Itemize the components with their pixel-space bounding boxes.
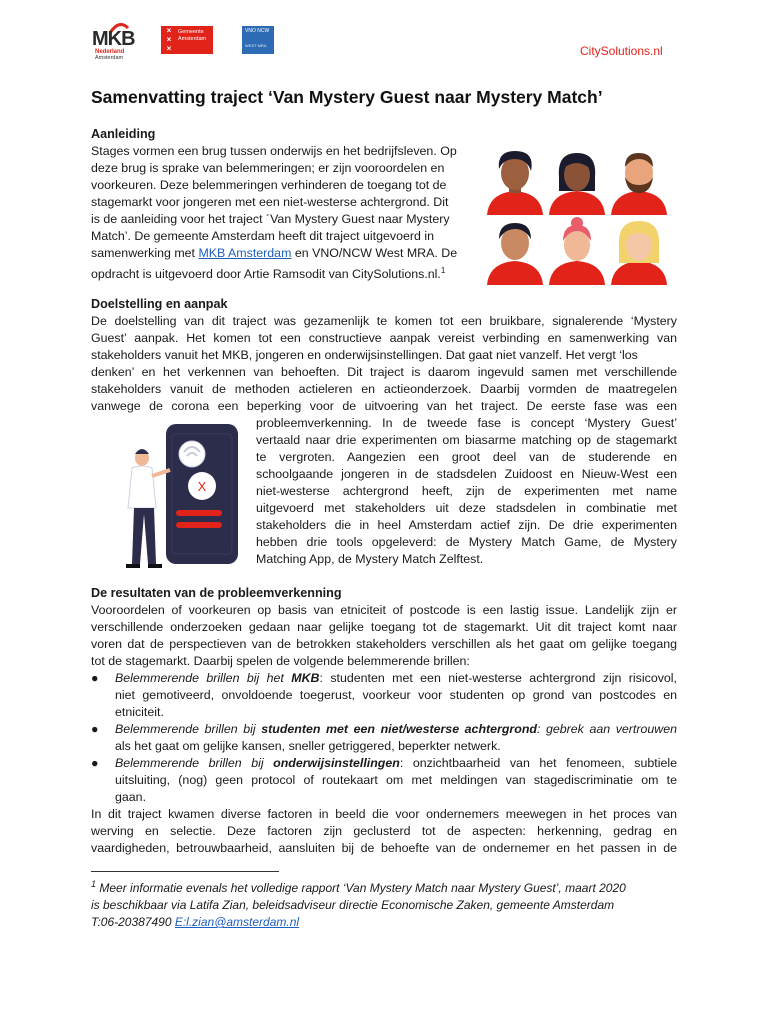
doelstelling-line: vertaald naar drie experimenten om biasarme matching op de stagemarkt [256, 433, 677, 447]
mkb-amsterdam-link[interactable]: MKB Amsterdam [198, 246, 292, 260]
resultaten-line: verschillende onderzoeken gedaan naar gelijke toegang tot de stagemarkt. Uit dit traject komt naar [91, 620, 677, 634]
person-avatar-icon [609, 217, 669, 285]
logo-mkb: MKB Nederland Amsterdam [92, 22, 152, 60]
aanleiding-line: stagemarkt voor jongeren met een niet-westerse achtergrond. Dit [91, 195, 449, 209]
aanleiding-line: voorkeuren. Deze belemmeringen verhinderen de toegang tot de [91, 178, 447, 192]
logo-gemeente-amsterdam: × × × Gemeente Amsterdam [161, 26, 213, 54]
doelstelling-line: stakeholders die in heel Amsterdam actief zijn. De drie experimenten [256, 518, 677, 532]
person-avatar-icon [609, 147, 669, 215]
xxx-crosses-icon: × × × [166, 26, 172, 53]
page-title: Samenvatting traject ‘Van Mystery Guest naar Mystery Match’ [91, 87, 603, 107]
heading-resultaten: De resultaten van de probleemverkenning [91, 586, 342, 600]
resultaten-line: vaardigheden, betrouwbaarheid, aansluiten bij de behoefte van de ondernemer en het passen in de [91, 841, 677, 855]
doelstelling-line: De doelstelling van dit traject was gezamenlijk te komen tot een bruikbare, signalerende ‘Mystery [91, 314, 677, 328]
site-link[interactable]: CitySolutions.nl [580, 44, 663, 58]
list-item: ● Belemmerende brillen bij onderwijsinstellingen: onzichtbaarheid van het fenomeen, subtiele uitsluiting, (nog) geen protocol of routekaart om met meldingen van stagediscriminatie om te gaan. [91, 756, 677, 804]
footnote-mark: 1 [91, 879, 97, 889]
doelstelling-line: niet-westerse achtergrond heeft, zijn de experimenten met name [256, 484, 677, 498]
doelstelling-line: Matching App, de Mystery Match Zelftest. [256, 552, 484, 566]
resultaten-line: voren dat de perspectieven van de betrokken stakeholders verschillen als het gaat om gelijke toegang [91, 637, 677, 651]
doelstelling-line: te vergroten. Aangezien een groot deel van de studerende en [256, 450, 677, 464]
list-item: ● Belemmerende brillen bij studenten met een niet/westerse achtergrond: gebrek aan vertrouwen als het gaat om gelijke kansen, sneller getriggered, beperkter netwerk. [91, 722, 677, 753]
faces-illustration [485, 145, 665, 285]
bullet-icon: ● [91, 722, 99, 736]
doelstelling-line: hebben drie tools opgeleverd: de Mystery Match Game, de Mystery [256, 535, 677, 549]
doelstelling-line: probleemverkenning. In de tweede fase is concept ‘Mystery Guest’ [256, 416, 677, 430]
aanleiding-line: deze brug is sprake van belemmeringen; er zijn vooroordelen en [91, 161, 445, 175]
phone-person-illustration [112, 418, 252, 576]
resultaten-line: tot de stagemarkt. Daarbij spelen de volgende belemmerende brillen: [91, 654, 470, 668]
heading-doelstelling: Doelstelling en aanpak [91, 297, 228, 311]
person-avatar-icon [485, 147, 545, 215]
footnote-divider [91, 871, 279, 872]
heading-aanleiding: Aanleiding [91, 127, 156, 141]
aanleiding-line: Match’. De gemeente Amsterdam heeft dit traject uitgevoerd in [91, 229, 434, 243]
email-link[interactable]: E:l.zian@amsterdam.nl [174, 915, 300, 929]
list-item: ● Belemmerende brillen bij het MKB: studenten met een niet-westerse achtergrond zijn risicovol, niet gemotiveerd, onvoldoende toegerust, voorkeur voor studenten op grond van postcodes en etniciteit. [91, 671, 677, 719]
doelstelling-line: stakeholders vanuit de methoden actieleren en actieonderzoek. Daarbij vormden de maatregelen [91, 382, 677, 396]
person-avatar-icon [547, 147, 607, 215]
doelstelling-line: stakeholders vanuit het MKB, jongeren en onderwijsinstellingen. Dat gaat niet vanzelf. Het vergt ‘los [91, 348, 638, 362]
section-aanleiding [91, 126, 475, 283]
doelstelling-line: Guest’ aanpak. Het komen tot een constructieve aanpak vereist verbinding en samenwerking van [91, 331, 677, 345]
aanleiding-line: is de aanleiding voor het traject ´Van Mystery Guest naar Mystery [91, 212, 450, 226]
logo-vno-ncw: VNO NCW WEST MRA [242, 26, 274, 54]
resultaten-line: werving en selectie. Deze factoren zijn geclusterd tot de aspecten: herkenning, gedrag en [91, 824, 677, 838]
footnote: $^1$ Meer informatie evenals het volledige rapport ‘Van Mystery Match naar Mystery Guest’, maart 2020 is beschikbaar via Latifa Zian, beleidsadviseur directie Economische Zaken, gemeente Amsterdam T:06-20387490 E:l.zian@amsterdam.nl [91, 879, 626, 929]
bullet-icon: ● [91, 756, 99, 770]
aanleiding-line: samenwerking met MKB Amsterdam en VNO/NCW West MRA. De [91, 246, 458, 260]
resultaten-line: In dit traject kwamen diverse factoren in beeld die voor ondernemers meewegen in het proces van [91, 807, 677, 821]
resultaten-line: Vooroordelen of voorkeuren op basis van etniciteit of postcode is een lastig issue. Landelijk zijn er [91, 603, 677, 617]
person-avatar-icon [547, 217, 607, 285]
belemmeringen-list [91, 670, 677, 806]
section-doelstelling-right [256, 415, 677, 568]
person-avatar-icon [485, 217, 545, 285]
bullet-icon: ● [91, 671, 99, 685]
aanleiding-line: opdracht is uitgevoerd door Artie Ramsodit van CitySolutions.nl.$^1$ [91, 266, 446, 282]
doelstelling-line: denken’ en het verkennen van behoeften. Dit traject is daarom ingevuld samen met verschillende [91, 365, 677, 379]
phone-x-mark: X [197, 479, 207, 494]
doelstelling-line: uitgevoerd met stakeholders uit deze stadsdelen in combinatie met [256, 501, 677, 515]
aanleiding-line: Stages vormen een brug tussen onderwijs en het bedrijfsleven. Op [91, 144, 457, 158]
section-doelstelling [91, 296, 677, 415]
section-resultaten [91, 585, 677, 857]
doelstelling-line: schoolgaande jongeren in de stadsdelen Zuidoost en Nieuw-West een [256, 467, 677, 481]
footnote-ref[interactable]: 1 [440, 266, 446, 275]
doelstelling-line: vanwege de corona een beperking voor de uitvoering van het traject. De eerste fase was een [91, 399, 677, 413]
